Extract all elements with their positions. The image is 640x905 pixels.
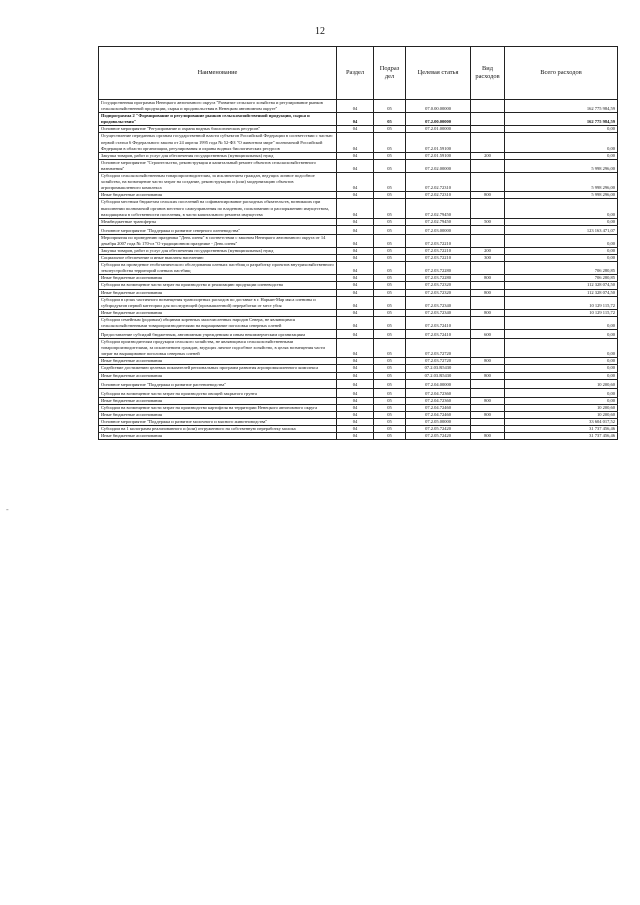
cell-subsection: 05 [374,426,406,433]
cell-section: 04 [337,330,374,339]
cell-target: 07.2.02.72310 [406,173,471,192]
cell-subsection: 05 [374,411,406,418]
cell-name: Основное мероприятие "Поддержка и развитие растениеводства" [99,379,337,388]
budget-table [98,46,618,440]
cell-kind [471,388,505,397]
table-row [99,358,618,365]
cell-name: Субсидии на проведение геоботанического обследования оленьих пастбищ и разработку проектов внутрихозяйственного землеустройства территорий оленьих пастбищ [99,262,337,275]
table-row [99,330,618,339]
table-row [99,247,618,254]
cell-target: 07.2.03.72340 [406,309,471,316]
cell-name: Иные бюджетные ассигнования [99,411,337,418]
cell-section: 04 [337,275,374,282]
cell-total: 33 604 017,52 [505,418,618,425]
cell-name: Субсидии местным бюджетам сельских поселений на софинансирование расходных обязательств, возникших при выполнении полномочий органов местного самоуправления по владению, пользованию и распоряжению имуществом, находящимся в собственности поселения, в части капитального ремонта имущества [99,199,337,218]
cell-kind: 800 [471,411,505,418]
cell-kind [471,133,505,152]
cell-total: 0,00 [505,234,618,247]
cell-target: 07.2.01.59100 [406,152,471,159]
cell-total: 112 328 074,50 [505,289,618,296]
cell-target: 07.2.02.79450 [406,218,471,225]
cell-target: 07.2.03.72320 [406,289,471,296]
cell-subsection: 05 [374,379,406,388]
cell-total: 5 998 296,00 [505,192,618,199]
cell-kind: 800 [471,358,505,365]
cell-subsection: 05 [374,372,406,379]
cell-subsection: 05 [374,309,406,316]
cell-name: Мероприятия по проведению праздника "День оленя" в соответствии с законом Ненецкого автономного округа от 14 декабря 2007 года № 170-оз "О традиционном празднике - День оленя" [99,234,337,247]
cell-subsection: 05 [374,365,406,372]
cell-section: 04 [337,225,374,234]
table-row [99,126,618,133]
cell-subsection: 05 [374,100,406,113]
cell-section: 04 [337,316,374,329]
cell-section: 04 [337,159,374,172]
cell-kind: 800 [471,289,505,296]
table-row [99,152,618,159]
cell-name: Предоставление субсидий бюджетным, автономным учреждениям и иным некоммерческим организациям [99,330,337,339]
cell-subsection: 05 [374,275,406,282]
cell-kind [471,379,505,388]
cell-name: Иные бюджетные ассигнования [99,358,337,365]
cell-name: Иные бюджетные ассигнования [99,289,337,296]
cell-name: Межбюджетные трансферты [99,218,337,225]
cell-section: 04 [337,282,374,289]
cell-name: Субсидии на 1 килограмм реализованного и (или) отгруженного на собственную переработку молока [99,426,337,433]
cell-subsection: 05 [374,152,406,159]
cell-name: Субсидии на возмещение части затрат на производство и реализацию продукции оленеводства [99,282,337,289]
header-subsection: Подраз дел [374,47,406,100]
cell-section: 04 [337,418,374,425]
page-number: 12 [315,26,325,37]
cell-name: Основное мероприятие "Поддержка и развитие северного оленеводства" [99,225,337,234]
cell-subsection: 05 [374,289,406,296]
cell-section: 04 [337,126,374,133]
table-row [99,309,618,316]
cell-section: 04 [337,358,374,365]
cell-target: 07.2.02.72310 [406,192,471,199]
cell-section: 04 [337,113,374,126]
cell-total: 31 737 456,46 [505,433,618,440]
cell-total: 0,00 [505,372,618,379]
cell-name: Осуществление переданных органам государственной власти субъектов Российской Федерации в соответствии с частью первой статьи 6 Федерального закона от 24 апреля 1995 года № 52-ФЗ "О животном мире" полномочий Российской Федерации в области организации, регулирования и охраны водных биологических ресурсов [99,133,337,152]
cell-kind [471,365,505,372]
table-row [99,397,618,404]
cell-kind: 800 [471,433,505,440]
cell-total: 10 200,60 [505,411,618,418]
cell-subsection: 05 [374,282,406,289]
cell-subsection: 05 [374,218,406,225]
cell-name: Иные бюджетные ассигнования [99,275,337,282]
table-row [99,379,618,388]
cell-subsection: 05 [374,397,406,404]
cell-subsection: 05 [374,192,406,199]
table-row [99,418,618,425]
table-row [99,100,618,113]
cell-section: 04 [337,426,374,433]
cell-section: 04 [337,247,374,254]
cell-subsection: 05 [374,247,406,254]
cell-kind: 200 [471,247,505,254]
table-body [99,100,618,440]
cell-section: 04 [337,397,374,404]
cell-kind [471,404,505,411]
cell-name: Субсидии производителям продукции сельского хозяйства, не являющимся сельскохозяйственными товаропроизводителями, за исключением граждан, ведущих личное подсобное хозяйство, в целях возмещения части затрат на выращивание поголовья северных оленей [99,339,337,358]
cell-total: 0,00 [505,126,618,133]
table-row [99,339,618,358]
cell-kind [471,199,505,218]
cell-target: 07.2.05.00000 [406,418,471,425]
table-row [99,225,618,234]
cell-section: 04 [337,152,374,159]
cell-total: 0,00 [505,358,618,365]
cell-total: 162 775 984,59 [505,100,618,113]
table-row [99,316,618,329]
cell-total: 0,00 [505,339,618,358]
cell-total: 0,00 [505,255,618,262]
cell-total: 0,00 [505,397,618,404]
cell-name: Иные бюджетные ассигнования [99,309,337,316]
cell-total: 0,00 [505,365,618,372]
cell-section: 04 [337,365,374,372]
cell-total: 0,00 [505,152,618,159]
cell-target: 07.2.03.72340 [406,296,471,309]
cell-section: 04 [337,411,374,418]
cell-name: Подпрограмма 2 "Формирование и регулирование рынков сельскохозяйственной продукции, сырья и продовольствия" [99,113,337,126]
cell-name: Иные бюджетные ассигнования [99,192,337,199]
cell-total: 5 998 296,00 [505,173,618,192]
cell-target: 07.2.04.72360 [406,388,471,397]
cell-kind: 300 [471,255,505,262]
cell-kind [471,113,505,126]
cell-target: 07.2.03.R5430 [406,365,471,372]
cell-kind: 800 [471,397,505,404]
cell-target: 07.2.01.59100 [406,133,471,152]
cell-kind: 500 [471,218,505,225]
table-header-row [99,47,618,100]
cell-subsection: 05 [374,339,406,358]
table-row [99,411,618,418]
cell-target: 07.2.03.72410 [406,316,471,329]
cell-name: Закупка товаров, работ и услуг для обеспечения государственных (муниципальных) нужд [99,152,337,159]
cell-target: 07.2.05.72420 [406,433,471,440]
cell-subsection: 05 [374,296,406,309]
cell-target: 07.2.02.79450 [406,199,471,218]
table-row [99,275,618,282]
cell-name: Основное мероприятие "Регулирование и охрана водных биологических ресурсов" [99,126,337,133]
cell-subsection: 05 [374,388,406,397]
cell-section: 04 [337,296,374,309]
cell-total: 0,00 [505,133,618,152]
cell-subsection: 05 [374,358,406,365]
table-row [99,388,618,397]
cell-total: 112 328 074,50 [505,282,618,289]
cell-section: 04 [337,262,374,275]
cell-target: 07.2.03.72280 [406,262,471,275]
cell-name: Субсидии на возмещение части затрат на производство овощей закрытого грунта [99,388,337,397]
cell-total: 0,00 [505,316,618,329]
cell-kind [471,339,505,358]
cell-target: 07.2.04.72460 [406,411,471,418]
cell-name: Иные бюджетные ассигнования [99,433,337,440]
table-row [99,159,618,172]
cell-target: 07.2.03.72280 [406,275,471,282]
cell-kind [471,418,505,425]
cell-name: Субсидии сельскохозяйственным товаропроизводителям, за исключением граждан, ведущих личное подсобное хозяйство, на возмещение части затрат на создание, реконструкцию и (или) модернизацию объектов агропромышленного комплекса [99,173,337,192]
cell-section: 04 [337,309,374,316]
cell-kind [471,234,505,247]
cell-total: 10 200,60 [505,404,618,411]
table-row [99,296,618,309]
cell-section: 04 [337,433,374,440]
table-row [99,173,618,192]
table-row [99,282,618,289]
cell-target: 07.2.03.72410 [406,330,471,339]
cell-kind: 600 [471,330,505,339]
table-row [99,133,618,152]
cell-subsection: 05 [374,433,406,440]
cell-name: Иные бюджетные ассигнования [99,372,337,379]
table-row [99,433,618,440]
cell-target: 07.2.03.R5430 [406,372,471,379]
cell-target: 07.2.04.00000 [406,379,471,388]
cell-total: 10 129 115,72 [505,296,618,309]
cell-kind [471,100,505,113]
cell-target: 07.0.00.00000 [406,100,471,113]
table-row [99,113,618,126]
cell-subsection: 05 [374,418,406,425]
cell-kind [471,282,505,289]
cell-section: 04 [337,173,374,192]
table-row [99,404,618,411]
cell-target: 07.2.04.72360 [406,397,471,404]
table-row [99,262,618,275]
cell-name: Содействие достижению целевых показателей региональных программ развития агропромышленного комплекса [99,365,337,372]
cell-name: Социальное обеспечение и иные выплаты населению [99,255,337,262]
table-row [99,234,618,247]
cell-name: Субсидии на возмещение части затрат на производство картофеля на территории Ненецкого автономного округа [99,404,337,411]
cell-kind: 800 [471,275,505,282]
cell-total: 0,00 [505,199,618,218]
cell-target: 07.2.05.72420 [406,426,471,433]
cell-total: 10 200,60 [505,379,618,388]
cell-name: Закупка товаров, работ и услуг для обеспечения государственных (муниципальных) нужд [99,247,337,254]
table-row [99,289,618,296]
cell-section: 04 [337,339,374,358]
cell-target: 07.2.03.72720 [406,358,471,365]
cell-section: 04 [337,255,374,262]
cell-subsection: 05 [374,255,406,262]
cell-section: 04 [337,234,374,247]
cell-total: 31 737 456,46 [505,426,618,433]
cell-target: 07.2.03.72720 [406,339,471,358]
table-row [99,426,618,433]
cell-subsection: 05 [374,159,406,172]
cell-subsection: 05 [374,113,406,126]
cell-total: 706 280,85 [505,275,618,282]
cell-subsection: 05 [374,173,406,192]
cell-section: 04 [337,379,374,388]
cell-section: 04 [337,100,374,113]
cell-kind [471,316,505,329]
cell-name: Субсидии семейным (родовым) общинам коренных малочисленных народов Севера, не являющимся сельскохозяйственными товаропроизводителями на выращивание поголовья северных оленей [99,316,337,329]
cell-name: Основное мероприятие "Строительство, реконструкция и капитальный ремонт объектов сельскохозяйственного назначения" [99,159,337,172]
cell-subsection: 05 [374,133,406,152]
cell-name: Основное мероприятие "Поддержка и развитие молочного и мясного животноводства" [99,418,337,425]
table-row [99,199,618,218]
header-name: Наименование [99,47,337,100]
cell-target: 07.2.03.00000 [406,225,471,234]
cell-kind [471,225,505,234]
cell-kind: 800 [471,192,505,199]
cell-target: 07.2.02.00000 [406,159,471,172]
cell-subsection: 05 [374,262,406,275]
cell-kind [471,262,505,275]
cell-subsection: 05 [374,404,406,411]
cell-total: 0,00 [505,388,618,397]
header-total: Всего расходов [505,47,618,100]
cell-kind [471,173,505,192]
cell-section: 04 [337,388,374,397]
cell-kind [471,296,505,309]
cell-total: 706 280,85 [505,262,618,275]
cell-target: 07.2.03.72210 [406,247,471,254]
cell-subsection: 05 [374,199,406,218]
table-row [99,365,618,372]
cell-subsection: 05 [374,234,406,247]
cell-section: 04 [337,192,374,199]
cell-target: 07.2.04.72460 [406,404,471,411]
cell-kind: 800 [471,372,505,379]
margin-mark: - [6,505,9,514]
cell-total: 0,00 [505,330,618,339]
table-row [99,218,618,225]
cell-section: 04 [337,218,374,225]
cell-total: 0,00 [505,247,618,254]
cell-subsection: 05 [374,330,406,339]
cell-name: Государственная программа Ненецкого автономного округа "Развитие сельского хозяйства и регулирование рынков сельскохозяйственной продукции, сырья и продовольствия в Ненецком автономном округе" [99,100,337,113]
cell-kind: 800 [471,309,505,316]
cell-section: 04 [337,199,374,218]
cell-kind [471,159,505,172]
cell-total: 0,00 [505,218,618,225]
cell-target: 07.2.01.00000 [406,126,471,133]
cell-target: 07.2.03.72210 [406,234,471,247]
cell-section: 04 [337,289,374,296]
header-kind: Вид расходов [471,47,505,100]
cell-total: 123 163 471,07 [505,225,618,234]
cell-subsection: 05 [374,316,406,329]
cell-subsection: 05 [374,225,406,234]
cell-total: 5 998 296,00 [505,159,618,172]
cell-total: 10 129 115,72 [505,309,618,316]
cell-name: Иные бюджетные ассигнования [99,397,337,404]
cell-section: 04 [337,133,374,152]
cell-section: 04 [337,372,374,379]
cell-kind: 200 [471,152,505,159]
cell-subsection: 05 [374,126,406,133]
cell-target: 07.2.03.72210 [406,255,471,262]
table-row [99,192,618,199]
header-target: Целевая статья [406,47,471,100]
cell-total: 162 775 984,59 [505,113,618,126]
cell-name: Субсидии в целях частичного возмещения транспортных расходов по доставке в г. Нарьян-Мар мяса оленины и субпродуктов первой категории для последующей (промышленной) переработки от мест убоя [99,296,337,309]
table-row [99,372,618,379]
cell-kind [471,426,505,433]
cell-kind [471,126,505,133]
cell-target: 07.2.00.00000 [406,113,471,126]
header-section: Раздел [337,47,374,100]
table-row [99,255,618,262]
cell-section: 04 [337,404,374,411]
cell-target: 07.2.03.72320 [406,282,471,289]
